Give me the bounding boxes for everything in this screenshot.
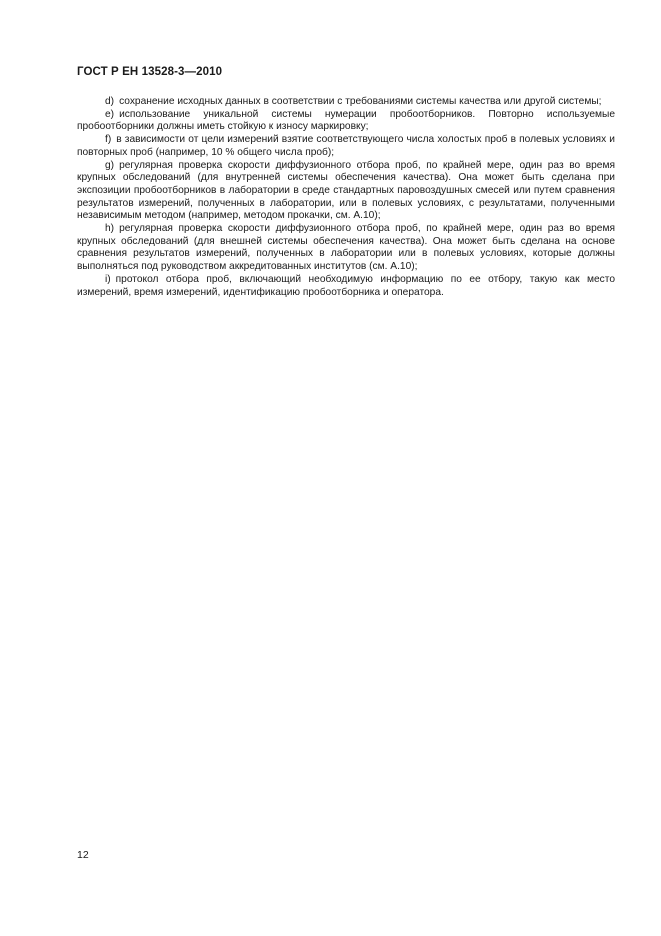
page-number: 12 bbox=[77, 849, 89, 861]
list-item-marker: e) bbox=[105, 108, 115, 120]
list-section bbox=[77, 96, 615, 299]
list-item-text: в зависимости от цели измерений взятие соответствующего числа холостых проб в полевых условиях и повторных проб (например, 10 % общего числа проб); bbox=[77, 134, 615, 158]
document-code-header: ГОСТ Р ЕН 13528-3—2010 bbox=[77, 66, 223, 78]
list-item-d bbox=[77, 96, 615, 109]
list-item-marker: i) bbox=[105, 273, 111, 285]
list-item-text: регулярная проверка скорости диффузионного отбора проб, по крайней мере, один раз во время крупных обследований (для внутренней системы обеспечения качества). Она может быть сделана при экспозиции пробоотборников в лаборатории в среде стандартных паровоздушных смесей или путем сравнения результатов измерений, полученных в лаборатории, или в полевых условиях, с результатами, полученными независимым методом (например, методом прокачки, см. А.10); bbox=[77, 159, 615, 222]
list-item-f bbox=[77, 134, 615, 159]
list-item-marker: f) bbox=[105, 134, 112, 146]
list-item-g bbox=[77, 160, 615, 224]
list-item-marker: d) bbox=[105, 96, 115, 107]
list-item-marker: h) bbox=[105, 223, 115, 235]
list-item-text: использование уникальной системы нумерации пробоотборников. Повторно используемые пробоотборники должны иметь стойкую к износу маркировку; bbox=[77, 108, 615, 133]
list-item-text: регулярная проверка скорости диффузионного отбора проб, по крайней мере, один раз во время крупных обследований (для внешней системы обеспечения качества). Она может быть сделана на основе сравнения результатов измерений, полученных в лаборатории или в полевых условиях, которые должны выполняться под руководством аккредитованных институтов (см. А.10); bbox=[77, 223, 615, 273]
list-item-text: сохранение исходных данных в соответствии с требованиями системы качества или другой системы; bbox=[119, 96, 602, 107]
list-item-i bbox=[77, 274, 615, 299]
list-item-e bbox=[77, 109, 615, 134]
list-item-h bbox=[77, 223, 615, 274]
list-item-text: протокол отбора проб, включающий необходимую информацию по ее отбору, такую как место измерений, время измерений, идентификацию пробоотборника и оператора. bbox=[77, 273, 615, 298]
list-item-marker: g) bbox=[105, 159, 115, 171]
